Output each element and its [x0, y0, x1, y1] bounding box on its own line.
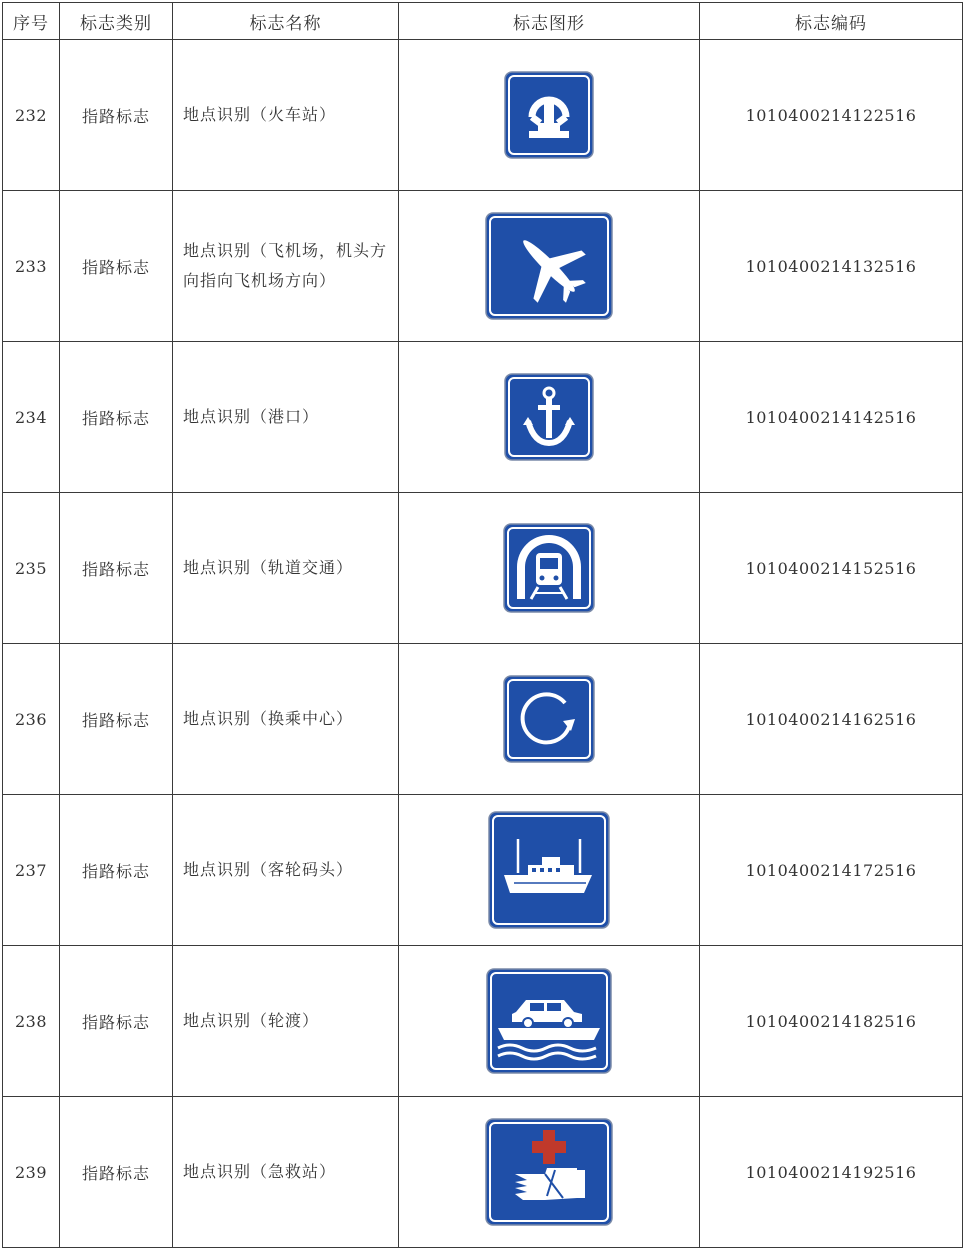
row-seq: 235 [3, 493, 60, 644]
passenger-ship-icon [488, 811, 610, 929]
row-category: 指路标志 [60, 342, 173, 493]
row-graphic [399, 40, 700, 191]
table-row [3, 644, 963, 795]
table-row [3, 795, 963, 946]
row-graphic [399, 1097, 700, 1248]
railway-station-icon [504, 71, 594, 159]
table-row [3, 493, 963, 644]
row-name: 地点识别（客轮码头） [173, 795, 399, 946]
row-name: 地点识别（港口） [173, 342, 399, 493]
header-graphic: 标志图形 [399, 3, 700, 40]
header-name: 标志名称 [173, 3, 399, 40]
row-name: 地点识别（轮渡） [173, 946, 399, 1097]
ferry-icon [486, 968, 612, 1074]
row-graphic [399, 191, 700, 342]
transfer-center-icon [503, 675, 595, 763]
row-seq: 236 [3, 644, 60, 795]
first-aid-icon [485, 1118, 613, 1226]
row-graphic [399, 795, 700, 946]
row-category: 指路标志 [60, 795, 173, 946]
row-seq: 238 [3, 946, 60, 1097]
row-category: 指路标志 [60, 1097, 173, 1248]
row-name: 地点识别（换乘中心） [173, 644, 399, 795]
row-seq: 233 [3, 191, 60, 342]
table-row [3, 1097, 963, 1248]
header-code: 标志编码 [700, 3, 963, 40]
row-category: 指路标志 [60, 40, 173, 191]
row-name: 地点识别（轨道交通） [173, 493, 399, 644]
row-category: 指路标志 [60, 191, 173, 342]
row-seq: 234 [3, 342, 60, 493]
row-code: 1010400214152516 [700, 493, 963, 644]
airport-icon [485, 212, 613, 320]
header-row [3, 3, 963, 40]
row-category: 指路标志 [60, 644, 173, 795]
table-row [3, 342, 963, 493]
row-name: 地点识别（急救站） [173, 1097, 399, 1248]
row-code: 1010400214122516 [700, 40, 963, 191]
row-seq: 239 [3, 1097, 60, 1248]
sign-table [2, 2, 963, 1248]
row-category: 指路标志 [60, 493, 173, 644]
row-name: 地点识别（火车站） [173, 40, 399, 191]
header-category: 标志类别 [60, 3, 173, 40]
row-graphic [399, 342, 700, 493]
table-row [3, 946, 963, 1097]
row-seq: 232 [3, 40, 60, 191]
row-graphic [399, 493, 700, 644]
row-category: 指路标志 [60, 946, 173, 1097]
row-seq: 237 [3, 795, 60, 946]
port-anchor-icon [504, 373, 594, 461]
row-graphic [399, 644, 700, 795]
row-graphic [399, 946, 700, 1097]
row-code: 1010400214182516 [700, 946, 963, 1097]
table-row [3, 40, 963, 191]
header-seq: 序号 [3, 3, 60, 40]
row-code: 1010400214192516 [700, 1097, 963, 1248]
row-code: 1010400214132516 [700, 191, 963, 342]
table-row [3, 191, 963, 342]
row-name: 地点识别（飞机场，机头方向指向飞机场方向） [173, 191, 399, 342]
row-code: 1010400214162516 [700, 644, 963, 795]
row-code: 1010400214172516 [700, 795, 963, 946]
row-code: 1010400214142516 [700, 342, 963, 493]
rail-transit-icon [503, 523, 595, 613]
